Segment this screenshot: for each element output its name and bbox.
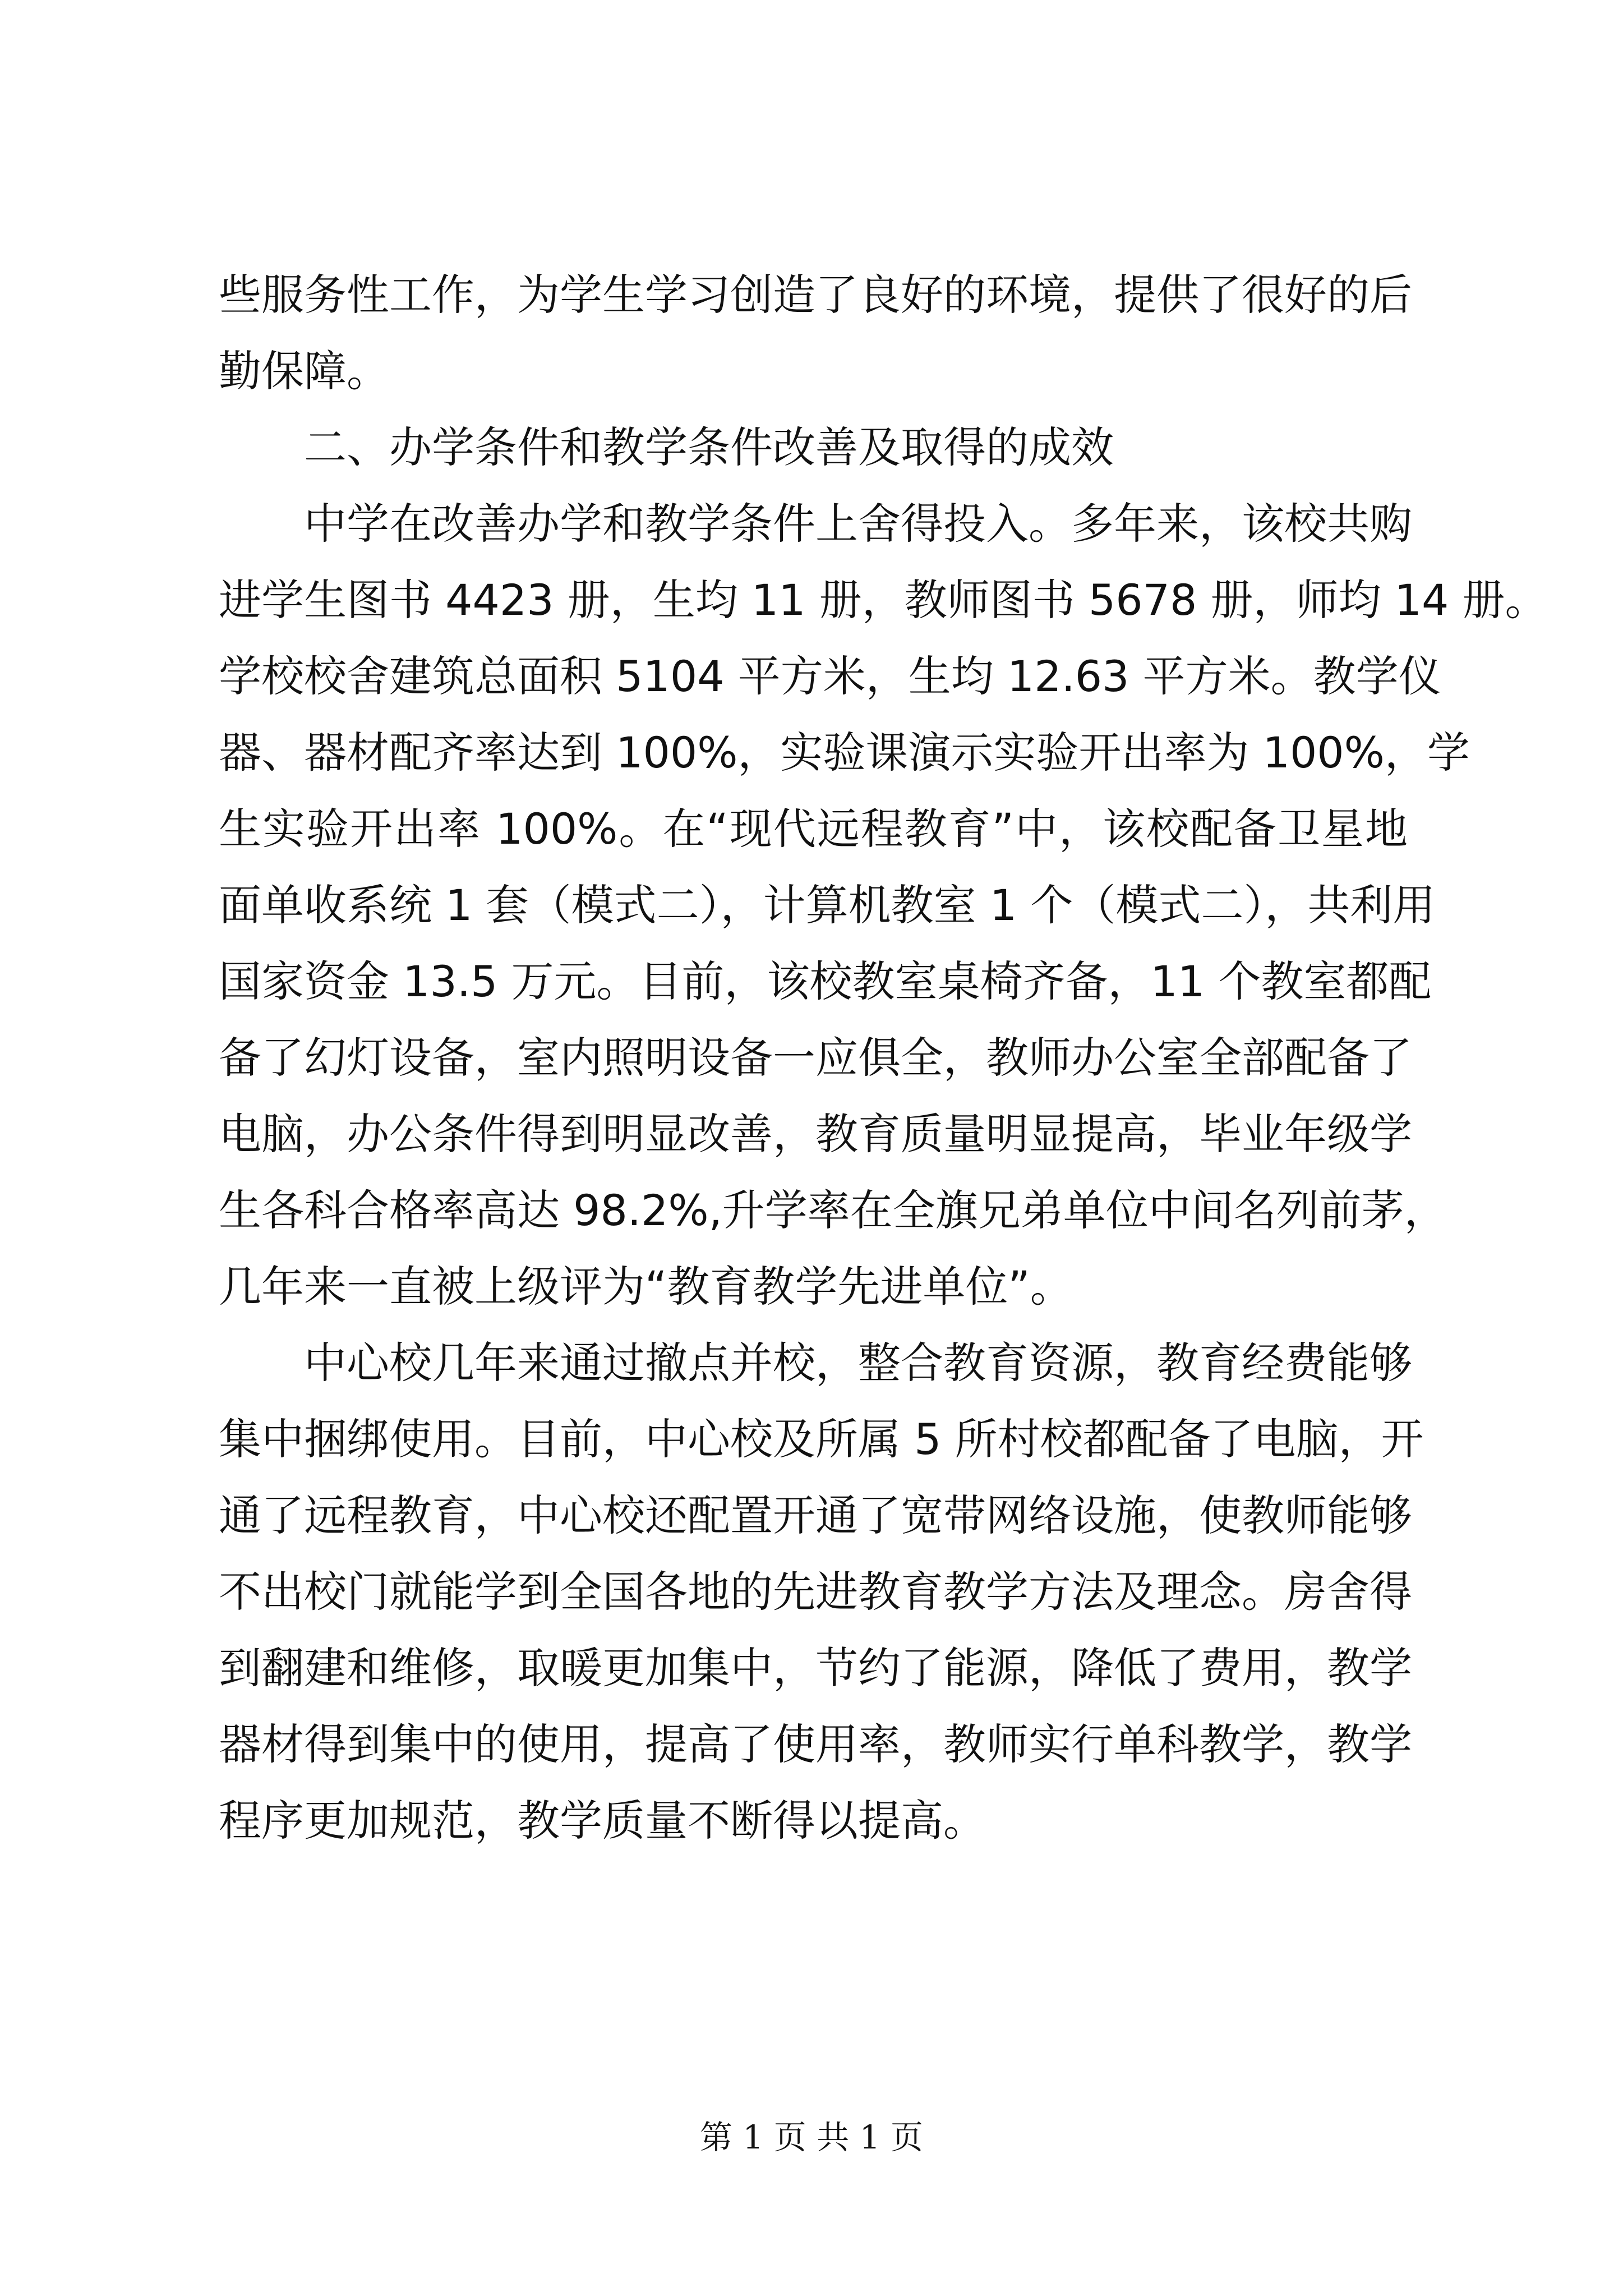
paragraph-line: 几年来一直被上级评为“教育教学先进单位”。 xyxy=(219,1262,1073,1312)
document-body xyxy=(219,257,1548,1859)
paragraph-line: 器、器材配齐率达到 100%，实验课演示实验开出率为 100%，学 xyxy=(219,728,1470,777)
paragraph-line: 中心校几年来通过撤点并校，整合教育资源，教育经费能够 xyxy=(304,1338,1412,1388)
paragraph-line: 学校校舍建筑总面积 5104 平方米，生均 12.63 平方米。教学仪 xyxy=(219,651,1441,701)
paragraph-line: 电脑，办公条件得到明显改善，教育质量明显提高，毕业年级学 xyxy=(219,1109,1412,1159)
paragraph-line: 生各科合格率高达 98.2%,升学率在全旗兄弟单位中间名列前茅， xyxy=(219,1185,1447,1235)
paragraph-line: 器材得到集中的使用，提高了使用率，教师实行单科教学，教学 xyxy=(219,1719,1412,1769)
paragraph-line: 集中捆绑使用。目前，中心校及所属 5 所村校都配备了电脑，开 xyxy=(219,1414,1424,1464)
paragraph-line: 进学生图书 4423 册，生均 11 册，教师图书 5678 册，师均 14 册。 xyxy=(219,575,1548,625)
paragraph-line: 国家资金 13.5 万元。目前，该校教室桌椅齐备，11 个教室都配 xyxy=(219,956,1432,1006)
paragraph-line: 备了幻灯设备，室内照明设备一应俱全，教师办公室全部配备了 xyxy=(219,1033,1412,1083)
paragraph-line: 生实验开出率 100%。在“现代远程教育”中，该校配备卫星地 xyxy=(219,804,1408,854)
paragraph-line: 面单收系统 1 套（模式二），计算机教室 1 个（模式二），共利用 xyxy=(219,880,1436,930)
paragraph-line: 些服务性工作，为学生学习创造了良好的环境，提供了很好的后 xyxy=(219,270,1412,320)
paragraph-line: 不出校门就能学到全国各地的先进教育教学方法及理念。房舍得 xyxy=(219,1567,1412,1617)
paragraph-line: 勤保障。 xyxy=(219,346,389,396)
page-number: 第 1 页 共 1 页 xyxy=(700,2118,923,2156)
paragraph-line: 通了远程教育，中心校还配置开通了宽带网络设施，使教师能够 xyxy=(219,1490,1412,1540)
paragraph-line: 到翻建和维修，取暖更加集中，节约了能源，降低了费用，教学 xyxy=(219,1643,1412,1693)
section-heading: 二、办学条件和教学条件改善及取得的成效 xyxy=(304,422,1114,472)
paragraph-line: 中学在改善办学和教学条件上舍得投入。多年来，该校共购 xyxy=(304,499,1412,549)
paragraph-line: 程序更加规范，教学质量不断得以提高。 xyxy=(219,1796,986,1846)
